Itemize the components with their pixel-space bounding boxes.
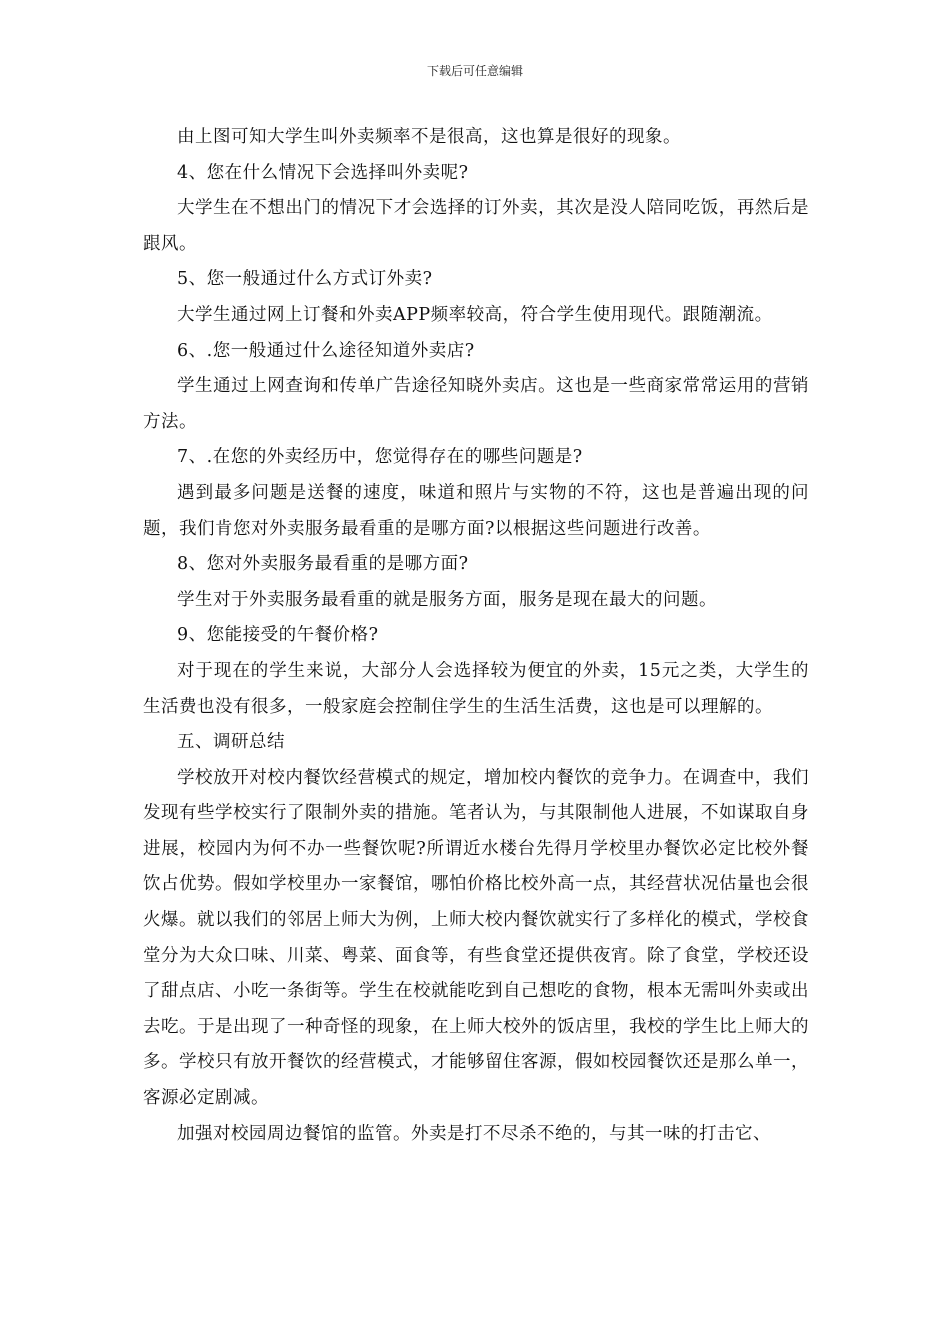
answer-7: 遇到最多问题是送餐的速度，味道和照片与实物的不符，这也是普遍出现的问题，我们肯您对外卖服务最看重的是哪方面?以根据这些问题进行改善。 xyxy=(143,482,809,539)
section-heading-summary: 五、调研总结 xyxy=(177,732,285,753)
question-8: 8、您对外卖服务最看重的是哪方面? xyxy=(177,554,469,575)
summary-paragraph-2: 加强对校园周边餐馆的监管。外卖是打不尽杀不绝的，与其一味的打击它、 xyxy=(177,1123,771,1144)
answer-5: 大学生通过网上订餐和外卖APP频率较高，符合学生使用现代。跟随潮流。 xyxy=(177,304,773,325)
document-body xyxy=(143,120,809,1152)
paragraph-observation: 由上图可知大学生叫外卖频率不是很高，这也算是很好的现象。 xyxy=(177,127,681,147)
question-5: 5、您一般通过什么方式订外卖? xyxy=(177,269,433,290)
question-6: 6、.您一般通过什么途径知道外卖店? xyxy=(177,340,475,361)
question-4: 4、您在什么情况下会选择叫外卖呢? xyxy=(177,162,469,183)
answer-4: 大学生在不想出门的情况下才会选择的订外卖，其次是没人陪同吃饭，再然后是跟风。 xyxy=(143,198,809,254)
page-header: 下载后可任意编辑 xyxy=(426,64,523,78)
answer-8: 学生对于外卖服务最看重的就是服务方面，服务是现在最大的问题。 xyxy=(177,589,717,610)
answer-9: 对于现在的学生来说，大部分人会选择较为便宜的外卖，15元之类，大学生的生活费也没有很多，一般家庭会控制住学生的生活生活费，这也是可以理解的。 xyxy=(143,660,809,717)
summary-paragraph-1: 学校放开对校内餐饮经营模式的规定，增加校内餐饮的竞争力。在调查中，我们发现有些学校实行了限制外卖的措施。笔者认为，与其限制他人进展，不如谋取自身进展，校园内为何不办一些餐饮呢?所谓近水楼台先得月学校里办餐饮必定比校外餐饮占优势。假如学校里办一家餐馆，哪怕价格比校外高一点，其经营状况估量也会很火爆。就以我们的邻居上师大为例，上师大校内餐饮就实行了多样化的模式，学校食堂分为大众口味、川菜、粤菜、面食等，有些食堂还提供夜宵。除了食堂，学校还设了甜点店、小吃一条街等。学生在校就能吃到自己想吃的食物，根本无需叫外卖或出去吃。于是出现了一种奇怪的现象，在上师大校外的饭店里，我校的学生比上师大的多。学校只有放开餐饮的经营模式，才能够留住客源，假如校园餐饮还是那么单一，客源必定剧减。 xyxy=(143,767,809,1109)
question-7: 7、.在您的外卖经历中，您觉得存在的哪些问题是? xyxy=(177,447,583,468)
answer-6: 学生通过上网查询和传单广告途径知晓外卖店。这也是一些商家常常运用的营销方法。 xyxy=(143,376,809,432)
question-9: 9、您能接受的午餐价格? xyxy=(177,625,379,646)
